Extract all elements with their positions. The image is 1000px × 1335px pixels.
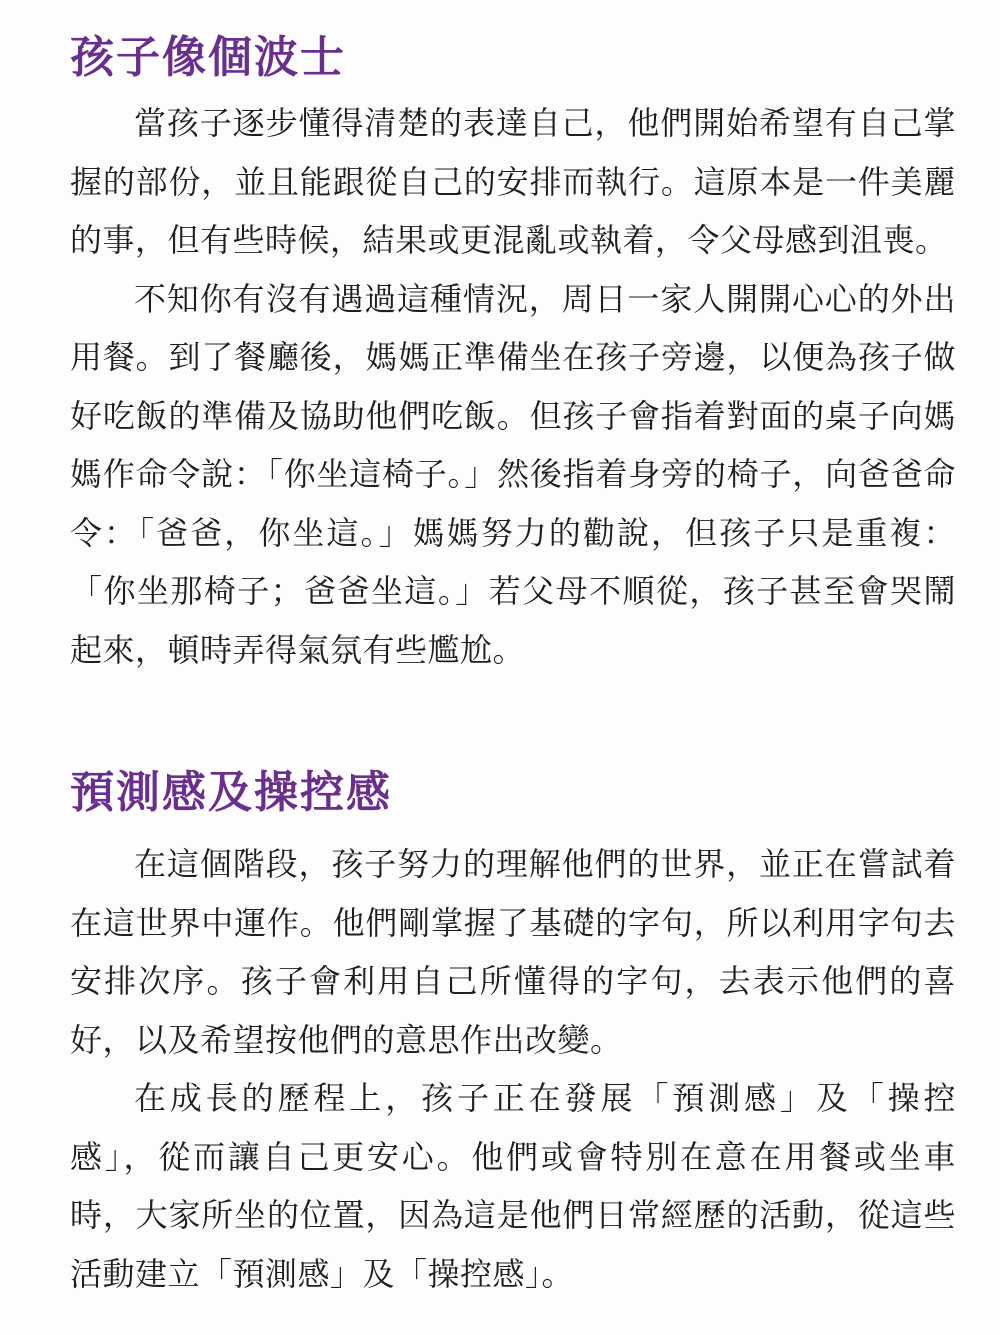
paragraph-2: 不知你有沒有遇過這種情況，周日一家人開開心心的外出用餐。到了餐廳後，媽媽正準備坐在孩子旁邊，以便為孩子做好吃飯的準備及協助他們吃飯。但孩子會指着對面的桌子向媽媽作命令說：「你坐這椅子。」然後指着身旁的椅子，向爸爸命令：「爸爸，你坐這。」媽媽努力的勸說，但孩子只是重複：「你坐那椅子；爸爸坐這。」若父母不順從，孩子甚至會哭鬧起來，頓時弄得氣氛有些尷尬。 bbox=[70, 279, 956, 669]
paragraph-1: 當孩子逐步懂得清楚的表達自己，他們開始希望有自己掌握的部份，並且能跟從自己的安排而執行。這原本是一件美麗的事，但有些時候，結果或更混亂或執着，令父母感到沮喪。 bbox=[70, 104, 956, 259]
section-heading-boss: 孩子像個波士 bbox=[70, 32, 346, 83]
paragraph-3: 在這個階段，孩子努力的理解他們的世界，並正在嘗試着在這世界中運作。他們剛掌握了基礎的字句，所以利用字句去安排次序。孩子會利用自己所懂得的字句，去表示他們的喜好，以及希望按他們的意思作出改變。 bbox=[70, 845, 956, 1059]
section-spacer bbox=[70, 679, 956, 757]
section-heading-predictability: 預測感及操控感 bbox=[70, 767, 392, 818]
paragraph-4: 在成長的歷程上，孩子正在發展「預測感」及「操控感」，從而讓自己更安心。他們或會特別在意在用餐或坐車時，大家所坐的位置，因為這是他們日常經歷的活動，從這些活動建立「預測感」及「操控感」。 bbox=[70, 1079, 956, 1293]
